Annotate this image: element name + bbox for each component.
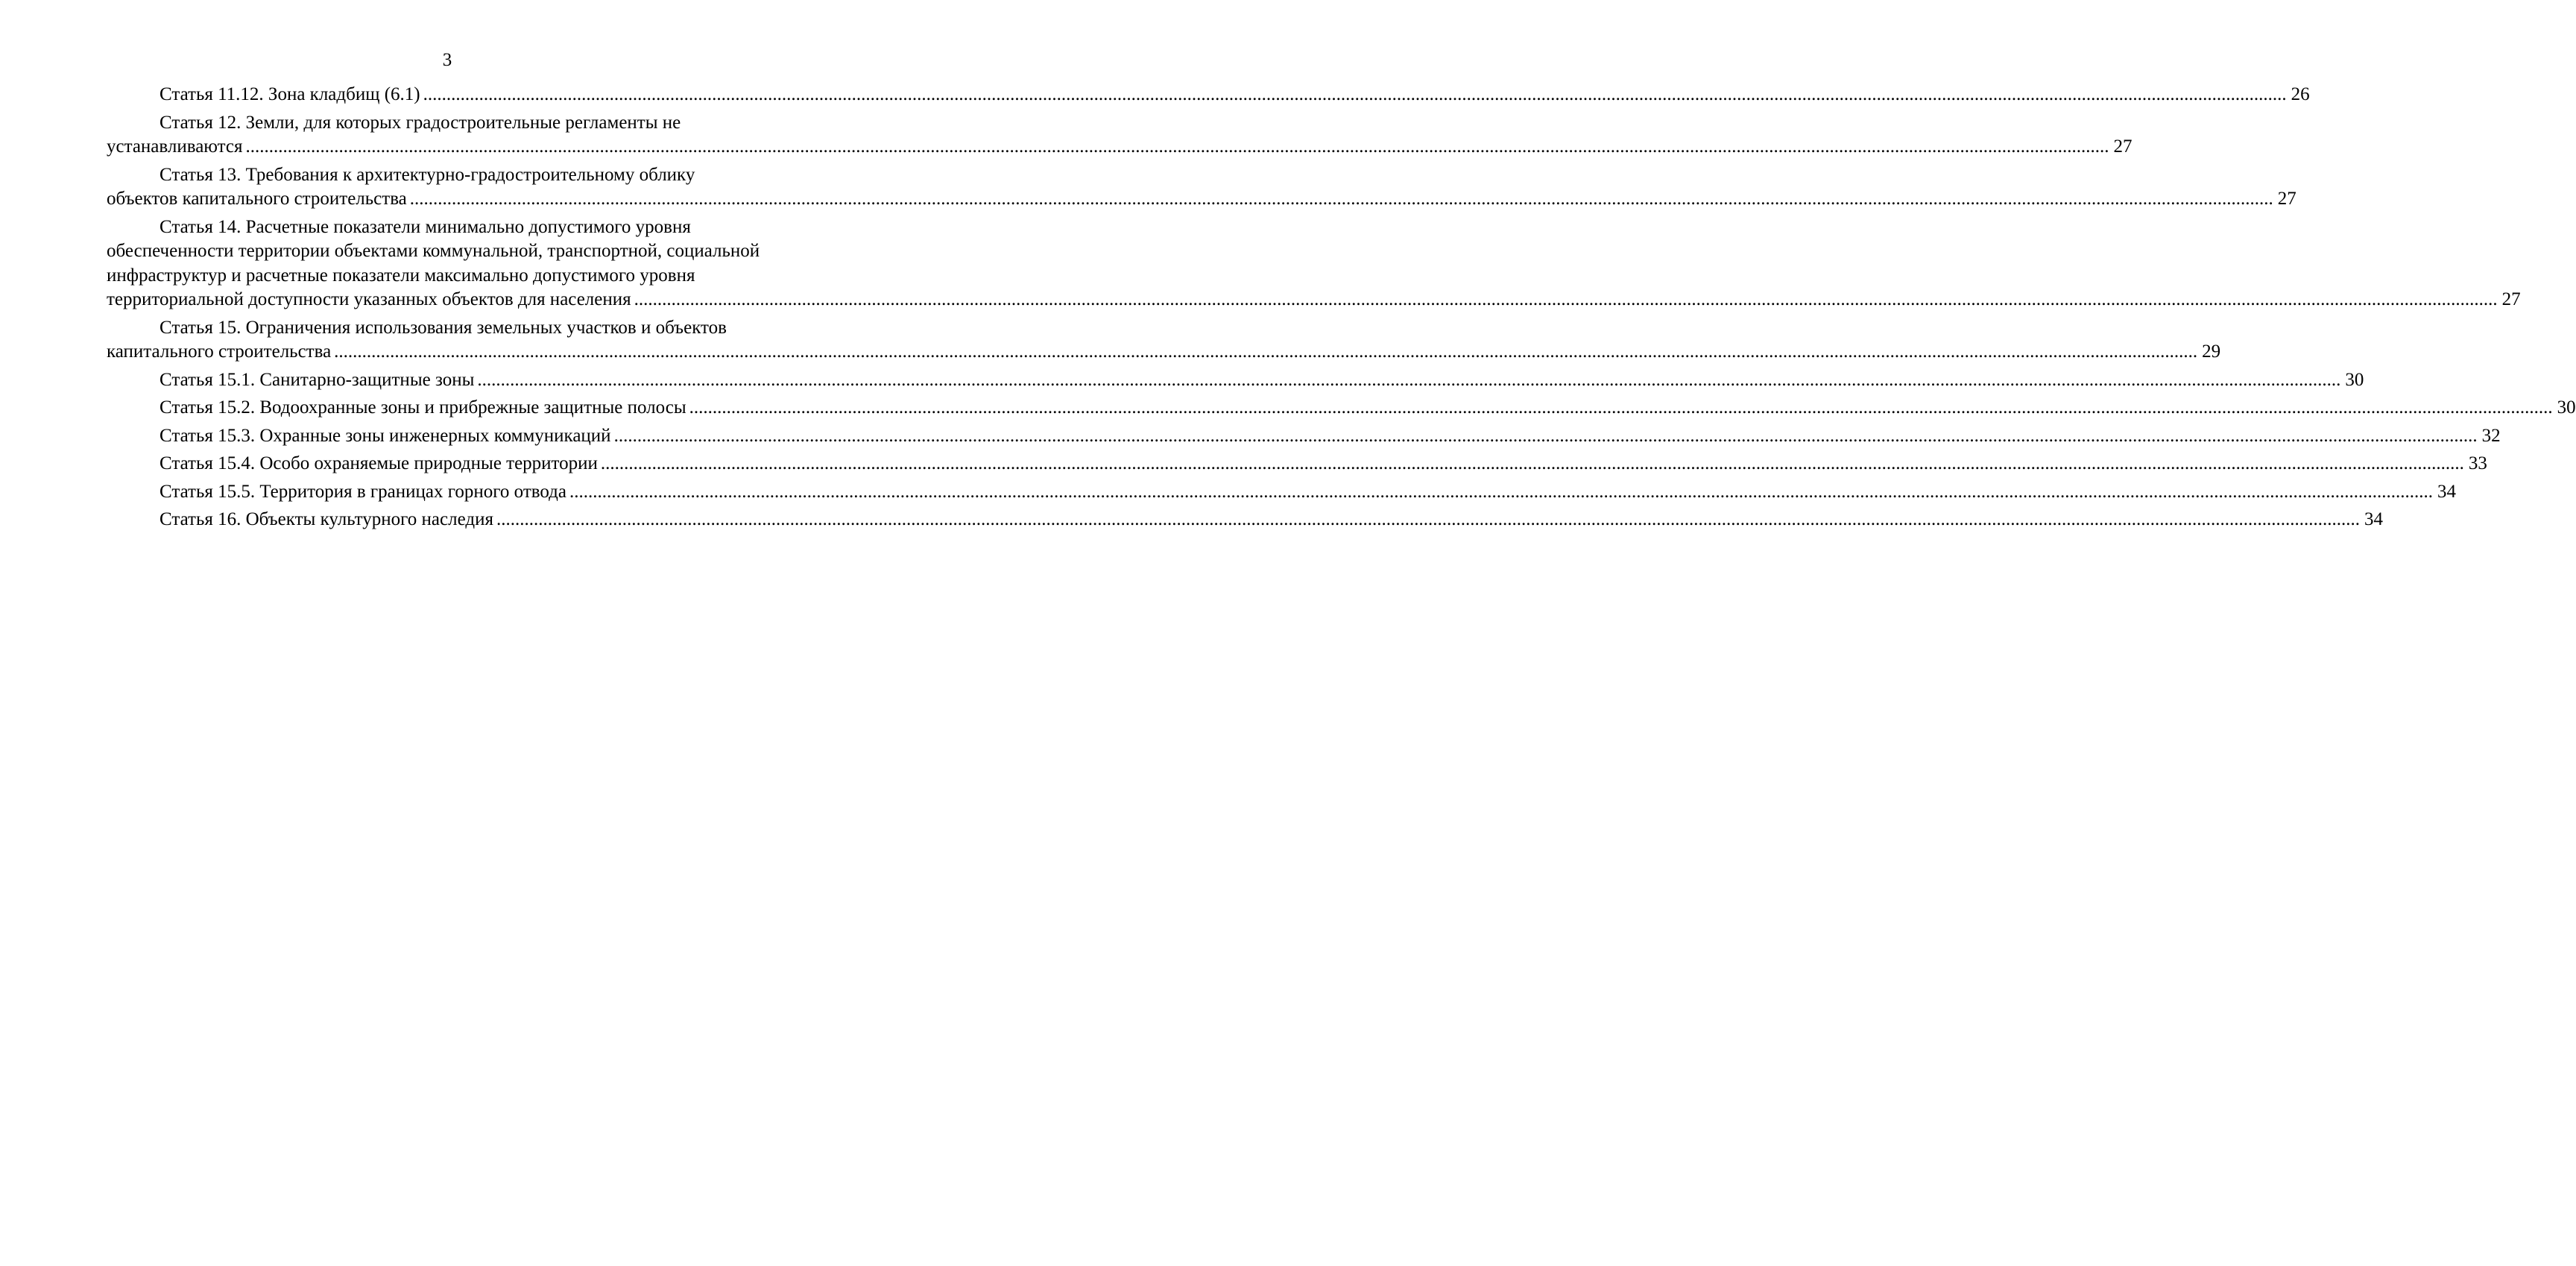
toc-entry-line [107,215,847,240]
toc-entry-line [107,264,847,289]
toc-entry-text: Статья 15.4. Особо охраняемые природные территории [160,453,598,473]
toc-page-number: 30 [2557,397,2576,418]
toc-entry-line [107,163,847,188]
toc-entry-text: объектов капитального строительства [107,189,407,209]
dot-leader: ................................................................................................................................................................................................................................................................................................................................................................................................................ [245,136,2109,157]
toc-page-number: 27 [2113,136,2133,157]
toc-entry [107,424,2501,449]
toc-entry-text: капитального строительства [107,341,332,362]
toc-entry [107,215,2521,312]
toc-entry-text: Статья 12. Земли, для которых градостроительные регламенты не [160,112,681,133]
dot-leader: ................................................................................................................................................................................................................................................................................................................................................................................................................ [689,397,2553,418]
dot-leader: ................................................................................................................................................................................................................................................................................................................................................................................................................ [496,509,2360,529]
toc-entry-line [107,340,2221,365]
toc-entry-line [107,396,2576,421]
toc-entry-line [107,424,2501,449]
toc-entry-text: Статья 13. Требования к архитектурно-градостроительному облику [160,164,695,185]
toc-entry-text: Статья 16. Объекты культурного наследия [160,509,493,529]
toc-entry-text: Статья 15.5. Территория в границах горного отвода [160,481,566,502]
toc-page-number: 30 [2345,369,2364,390]
toc-page-number: 34 [2364,509,2383,529]
toc-page-number: 27 [2501,289,2521,309]
toc-page-number: 26 [2291,84,2310,104]
dot-leader: ................................................................................................................................................................................................................................................................................................................................................................................................................ [477,369,2341,390]
dot-leader: ................................................................................................................................................................................................................................................................................................................................................................................................................ [409,189,2273,209]
toc-entry-line [107,187,2296,212]
toc-entry [107,316,2221,365]
dot-leader: ................................................................................................................................................................................................................................................................................................................................................................................................................ [613,425,2478,446]
toc-entry [107,368,2364,393]
toc-page-number: 29 [2202,341,2221,362]
toc-entry-line [107,368,2364,393]
toc-entry [107,163,2296,212]
toc-entry-text: Статья 14. Расчетные показатели минимально допустимого уровня [160,216,691,237]
toc-entry-text: инфраструктур и расчетные показатели максимально допустимого уровня [107,265,695,286]
dot-leader: ................................................................................................................................................................................................................................................................................................................................................................................................................ [569,481,2433,502]
dot-leader: ................................................................................................................................................................................................................................................................................................................................................................................................................ [634,289,2498,309]
toc-page-number: 33 [2468,453,2487,473]
toc-entry-text: обеспеченности территории объектами коммунальной, транспортной, социальной [107,241,760,261]
page-number: 3 [442,50,452,70]
toc-entry-line [107,480,2456,505]
toc-entry-text: Статья 15. Ограничения использования земельных участков и объектов [160,317,727,338]
toc-entry [107,452,2487,476]
toc-entry [107,396,2576,421]
toc-entry [107,508,2383,532]
toc-entry-text: Статья 15.3. Охранные зоны инженерных коммуникаций [160,425,611,446]
toc-page-number: 34 [2437,481,2456,502]
toc-page-number: 27 [2277,189,2296,209]
dot-leader: ................................................................................................................................................................................................................................................................................................................................................................................................................ [334,341,2198,362]
toc-entry-text: Статья 11.12. Зона кладбищ (6.1) [160,84,420,104]
toc-entry-line [107,452,2487,476]
toc-entry [107,111,2133,160]
toc-entry [107,480,2456,505]
toc-entry-text: Статья 15.2. Водоохранные зоны и прибрежные защитные полосы [160,397,686,418]
dot-leader: ................................................................................................................................................................................................................................................................................................................................................................................................................ [423,84,2287,104]
dot-leader: ................................................................................................................................................................................................................................................................................................................................................................................................................ [600,453,2464,473]
toc-entry [107,83,2310,107]
toc-entry-text: устанавливаются [107,136,243,157]
toc-entry-text: Статья 15.1. Санитарно-защитные зоны [160,369,475,390]
toc-entry-line [107,288,2521,312]
toc-entry-line [107,239,847,264]
table-of-contents [107,83,2576,536]
toc-entry-line [107,83,2310,107]
toc-entry-line [107,135,2133,160]
toc-entry-line [107,508,2383,532]
toc-entry-line [107,111,847,136]
toc-page-number: 32 [2481,425,2501,446]
toc-entry-line [107,316,847,341]
toc-entry-text: территориальной доступности указанных объектов для населения [107,289,631,309]
